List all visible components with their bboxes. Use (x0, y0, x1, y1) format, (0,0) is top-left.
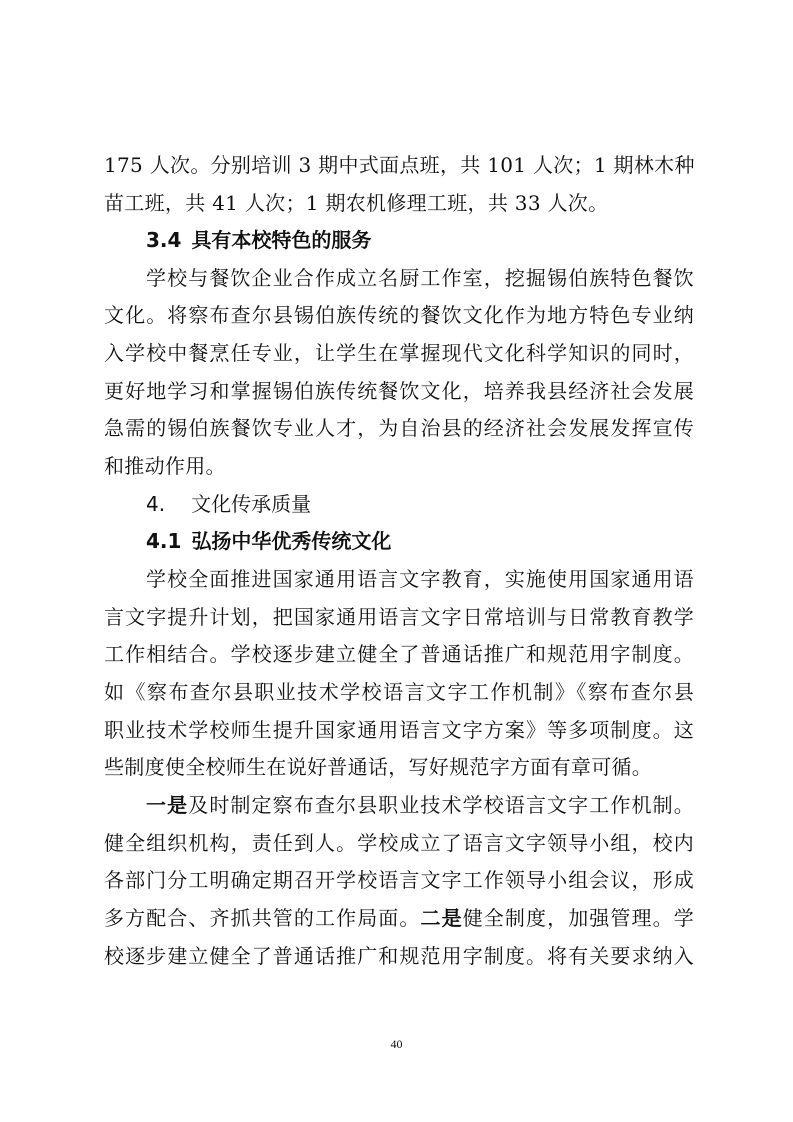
page-number: 40 (390, 1037, 403, 1051)
section-title: 文化传承质量 (191, 492, 312, 516)
section-title: 具有本校特色的服务 (191, 228, 372, 252)
paragraph-line (104, 903, 694, 933)
paragraph-line: 入学校中餐烹任专业，让学生在掌握现代文化科学知识的同时， (104, 341, 694, 365)
paragraph-line: 文化。将察布查尔县锡伯族传统的餐饮文化作为地方特色专业纳 (104, 303, 694, 327)
paragraph-line: 和推动作用。 (104, 454, 226, 478)
paragraph-line: 如《察布查尔县职业技术学校语言文字工作机制》《察布查尔县 (104, 680, 694, 704)
emphasis-text: 一是 (146, 793, 189, 817)
paragraph-line: 些制度使全校师生在说好普通话，写好规范字方面有章可循。 (104, 755, 653, 779)
section-number: 3.4 (146, 228, 182, 252)
emphasis-text: 二是 (420, 906, 463, 930)
paragraph-line: 健全组织机构，责任到人。学校成立了语言文字领导小组，校内 (104, 831, 694, 855)
section-title: 弘扬中华优秀传统文化 (191, 529, 392, 553)
paragraph-line: 校逐步建立健全了普通话推广和规范用字制度。将有关要求纳入 (104, 944, 694, 968)
paragraph-text: 及时制定察布查尔县职业技术学校语言文字工作机制。 (188, 793, 694, 817)
paragraph-text: 多方配合、齐抓共管的工作局面。 (104, 906, 421, 930)
intro-line-2: 苗工班，共 41 人次；1 期农机修理工班，共 33 人次。 (104, 191, 609, 215)
paragraph-line: 各部门分工明确定期召开学校语言文字工作领导小组会议，形成 (104, 868, 694, 892)
paragraph-line: 更好地学习和掌握锡伯族传统餐饮文化，培养我县经济社会发展 (104, 379, 694, 403)
paragraph-text: 健全制度，加强管理。学 (462, 906, 694, 930)
intro-line-1: 175 人次。分别培训 3 期中式面点班，共 101 人次；1 期林木种 (104, 153, 695, 177)
paragraph-line: 言文字提升计划，把国家通用语言文字日常培训与日常教育教学 (104, 605, 694, 629)
paragraph-line: 急需的锡伯族餐饮专业人才，为自治县的经济社会发展发挥宣传 (104, 416, 694, 440)
paragraph-line (146, 790, 694, 820)
paragraph-line: 学校全面推进国家通用语言文字教育，实施使用国家通用语 (146, 567, 694, 591)
paragraph-line: 工作相结合。学校逐步建立健全了普通话推广和规范用字制度。 (104, 642, 694, 666)
section-number: 4. (146, 492, 166, 516)
section-heading-4 (146, 489, 311, 519)
section-number: 4.1 (146, 529, 182, 553)
section-heading-3-4 (146, 225, 371, 255)
paragraph-line: 学校与餐饮企业合作成立名厨工作室，挖掘锡伯族特色餐饮 (146, 266, 694, 290)
paragraph-line: 职业技术学校师生提升国家通用语言文字方案》等多项制度。这 (104, 718, 694, 742)
section-heading-4-1 (146, 526, 391, 556)
